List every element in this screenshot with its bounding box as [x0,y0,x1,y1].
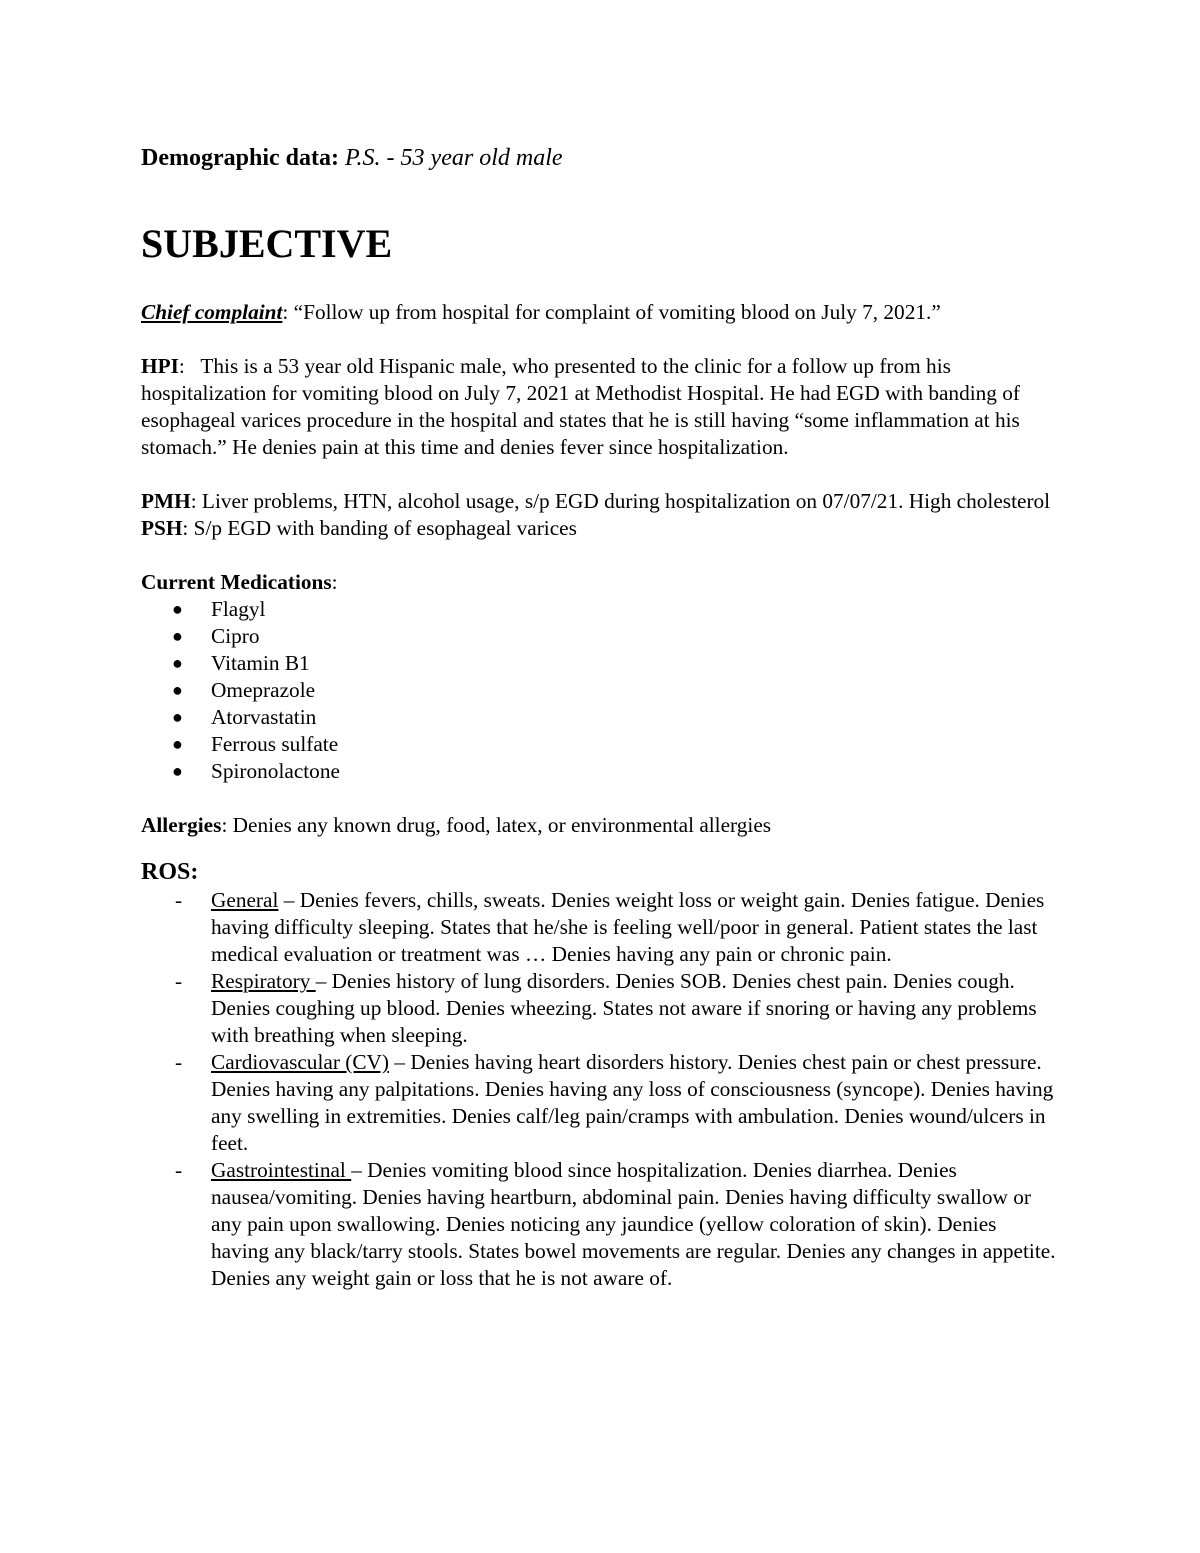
medication-name: Omeprazole [211,678,316,702]
medications-heading [141,569,1056,596]
ros-item-text: – Denies fevers, chills, sweats. Denies weight loss or weight gain. Denies fatigue. Denies having difficulty sleeping. States that he/she is feeling well/poor in general. Patient states the last medical evaluation or treatment was … Denies having any pain or chronic pain. [211,888,1045,966]
ros-item-gastrointestinal [141,1157,1056,1292]
pmh-label: PMH [141,489,191,513]
bullet-icon: ● [172,626,183,646]
list-item [141,596,1056,623]
ros-item-label: General [211,888,279,912]
psh-text: : S/p EGD with banding of esophageal varices [182,516,577,540]
medication-name: Spironolactone [211,759,340,783]
demographic-label: Demographic data: [141,145,339,171]
dash-icon: - [175,1158,183,1182]
chief-complaint [141,299,1056,326]
hpi-text: : This is a 53 year old Hispanic male, who presented to the clinic for a follow up from his hospitalization for vomiting blood on July 7, 2021 at Methodist Hospital. He had EGD with banding of esophageal varices procedure in the hospital and states that he is still having “some inflammation at his stomach.” He denies pain at this time and denies fever since hospitalization. [141,354,1026,459]
ros-item-text: – Denies having heart disorders history. Denies chest pain or chest pressure. Denies having any palpitations. Denies having any loss of consciousness (syncope). Denies having any swelling in extremities. Denies calf/leg pain/cramps with ambulation. Denies wound/ulcers in feet. [211,1050,1054,1155]
bullet-icon: ● [172,653,183,673]
medication-name: Flagyl [211,597,266,621]
psh-paragraph [141,515,1056,542]
medications-list [141,596,1056,785]
hpi-label: HPI [141,354,179,378]
subjective-heading: SUBJECTIVE [141,221,393,266]
list-item [141,677,1056,704]
demographic-value: P.S. - 53 year old male [344,145,563,171]
ros-list [141,887,1056,1292]
bullet-icon: ● [172,680,183,700]
document-page [141,140,1056,1292]
ros-heading: ROS: [141,859,199,885]
pmh-paragraph [141,488,1056,515]
pmh-text: : Liver problems, HTN, alcohol usage, s/p EGD during hospitalization on 07/07/21. High cholesterol [190,489,1051,513]
list-item [141,650,1056,677]
bullet-icon: ● [172,707,183,727]
ros-item-label: Respiratory [211,969,316,993]
ros-item-label: Cardiovascular (CV) [211,1050,390,1074]
hpi-paragraph [141,353,1056,461]
list-item [141,758,1056,785]
medication-name: Cipro [211,624,260,648]
allergies-paragraph [141,812,1056,839]
ros-item-text: – Denies history of lung disorders. Denies SOB. Denies chest pain. Denies cough. Denies coughing up blood. Denies wheezing. States not aware if snoring or having any problems with breathing when sleeping. [211,969,1037,1047]
medication-name: Vitamin B1 [211,651,310,675]
dash-icon: - [175,1050,183,1074]
chief-complaint-label: Chief complaint [141,300,283,324]
list-item [141,731,1056,758]
medications-label: Current Medications [141,570,332,594]
list-item [141,623,1056,650]
ros-item-cardiovascular [141,1049,1056,1157]
bullet-icon: ● [172,734,183,754]
list-item [141,704,1056,731]
dash-icon: - [175,969,183,993]
dash-icon: - [175,888,183,912]
medications-colon: : [331,570,338,594]
bullet-icon: ● [172,599,183,619]
demographic-line [141,140,1056,176]
psh-label: PSH [141,516,183,540]
allergies-label: Allergies [141,813,222,837]
bullet-icon: ● [172,761,183,781]
ros-item-label: Gastrointestinal [211,1158,352,1182]
chief-complaint-text: : “Follow up from hospital for complaint of vomiting blood on July 7, 2021.” [282,300,941,324]
allergies-text: : Denies any known drug, food, latex, or environmental allergies [221,813,772,837]
medication-name: Ferrous sulfate [211,732,339,756]
ros-item-text: – Denies vomiting blood since hospitalization. Denies diarrhea. Denies nausea/vomiting. Denies having heartburn, abdominal pain. Denies having difficulty swallow or any pain upon swallowing. Denies noticing any jaundice (yellow coloration of skin). Denies having any black/tarry stools. States bowel movements are regular. Denies any changes in appetite. Denies any weight gain or loss that he is not aware of. [211,1158,1056,1290]
ros-item-general [141,887,1056,968]
ros-item-respiratory [141,968,1056,1049]
medication-name: Atorvastatin [211,705,317,729]
